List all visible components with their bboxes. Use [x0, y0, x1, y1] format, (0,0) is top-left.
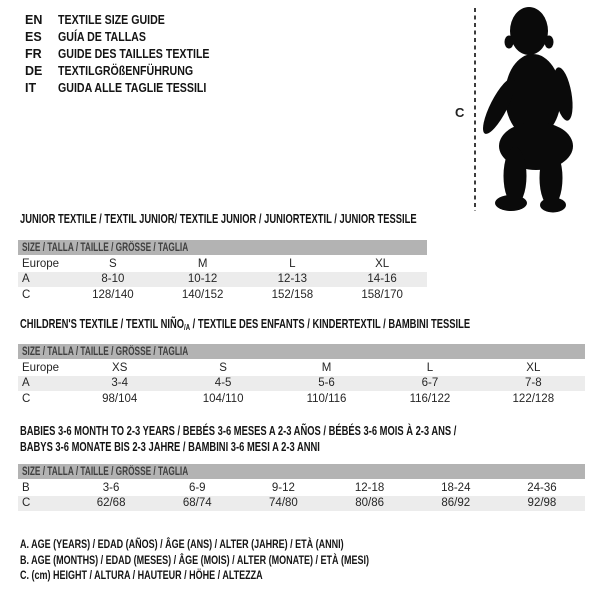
size-value-cell: 10-12: [187, 273, 218, 286]
row-label: C: [22, 497, 31, 510]
size-value-cell: 4-5: [214, 377, 232, 390]
size-value-cell: 98/104: [102, 392, 138, 405]
row-label: C: [22, 288, 31, 301]
children-title-post: / TEXTILE DES ENFANTS / KINDERTEXTIL / BAMBINI TESSILE: [190, 317, 471, 331]
size-value-cell: 80/86: [355, 497, 384, 510]
table-row: [18, 480, 585, 496]
size-value-cell: M: [321, 361, 332, 374]
lang-title: GUÍA DE TALLAS: [58, 29, 146, 44]
size-value-cell: 158/170: [361, 288, 403, 301]
children-table-rows: [18, 360, 585, 407]
babies-table-title: [20, 424, 600, 454]
lang-row-it: [25, 79, 236, 96]
table-row: [18, 256, 427, 272]
size-value-cell: L: [289, 257, 296, 270]
size-header-band: [18, 240, 427, 255]
size-value-cell: 24-36: [527, 481, 557, 494]
row-label: A: [22, 377, 30, 390]
size-value-cell: 92/98: [527, 497, 557, 510]
size-value-cell: XL: [526, 361, 541, 374]
footnote-legend: [20, 537, 485, 584]
row-label: A: [22, 273, 30, 286]
size-value-cell: 62/68: [96, 497, 126, 510]
size-value-cell: 86/92: [441, 497, 471, 510]
footnote-age-years: A. AGE (YEARS) / EDAD (AÑOS) / ÂGE (ANS) / ALTER (JAHRE) / ETÀ (ANNI): [20, 537, 344, 551]
footnote-height-cm: C. (cm) HEIGHT / ALTURA / HAUTEUR / HÖHE / ALTEZZA: [20, 568, 263, 582]
junior-size-table: [18, 240, 427, 303]
size-value-cell: 110/116: [306, 392, 347, 405]
size-value-cell: 12-13: [277, 273, 308, 286]
children-table-title-text: [20, 317, 470, 335]
size-value-cell: XS: [112, 361, 128, 374]
lang-code: FR: [25, 46, 42, 61]
size-value-cell: 68/74: [182, 497, 212, 510]
size-header-band: [18, 344, 585, 359]
size-value-cell: 14-16: [367, 273, 397, 286]
size-value-cell: 8-10: [101, 273, 125, 286]
lang-row-de: [25, 62, 236, 79]
junior-table-rows: [18, 256, 427, 303]
size-value-cell: M: [197, 257, 208, 270]
footnote-age-months: B. AGE (MONTHS) / EDAD (MESES) / ÂGE (MOIS) / ALTER (MONATE) / ETÀ (MESI): [20, 552, 369, 567]
babies-size-table: [18, 464, 585, 511]
size-value-cell: 140/152: [181, 288, 224, 301]
children-title-subscript: /A: [184, 323, 191, 332]
lang-code: IT: [25, 80, 37, 95]
size-header-label: SIZE / TALLA / TAILLE / GRÖSSE / TAGLIA: [22, 345, 189, 358]
size-value-cell: L: [426, 361, 434, 374]
babies-title-line2: BABYS 3-6 MONATE BIS 2-3 JAHRE / BAMBINI 3-6 MESI A 2-3 ANNI: [20, 439, 320, 454]
table-row: [18, 391, 585, 407]
size-value-cell: 152/158: [271, 288, 314, 301]
lang-title: TEXTILGRÖßENFÜHRUNG: [58, 63, 194, 78]
size-value-cell: S: [109, 257, 117, 270]
lang-row-en: [25, 11, 236, 28]
size-value-cell: XL: [375, 257, 390, 270]
size-header-label: SIZE / TALLA / TAILLE / GRÖSSE / TAGLIA: [22, 241, 189, 254]
size-value-cell: 7-8: [525, 377, 542, 390]
table-row: [18, 272, 427, 288]
lang-code: ES: [25, 29, 42, 44]
lang-title: TEXTILE SIZE GUIDE: [58, 12, 165, 27]
row-label: C: [22, 392, 31, 405]
size-value-cell: 5-6: [318, 377, 335, 390]
language-title-block: [25, 11, 236, 96]
table-row: [18, 376, 585, 392]
table-row: [18, 287, 427, 303]
height-marker-label: C: [455, 105, 465, 120]
babies-title-line1: BABIES 3-6 MONTH TO 2-3 YEARS / BEBÉS 3-6 MESES A 2-3 AÑOS / BÉBÉS 3-6 MOIS À 2-3 ANS /: [20, 424, 457, 438]
size-value-cell: 12-18: [354, 481, 385, 494]
size-value-cell: 104/110: [202, 392, 244, 405]
lang-code: DE: [25, 63, 43, 78]
junior-table-title: [20, 212, 549, 226]
junior-table-title-text: JUNIOR TEXTILE / TEXTIL JUNIOR/ TEXTILE JUNIOR / JUNIORTEXTIL / JUNIOR TESSILE: [20, 212, 417, 226]
lang-title: GUIDA ALLE TAGLIE TESSILI: [58, 80, 207, 95]
size-value-cell: 3-6: [102, 481, 120, 494]
size-value-cell: 6-9: [188, 481, 206, 494]
size-header-label: SIZE / TALLA / TAILLE / GRÖSSE / TAGLIA: [22, 465, 189, 478]
row-label: B: [22, 481, 30, 494]
table-row: [18, 360, 585, 376]
lang-row-es: [25, 28, 236, 45]
lang-title: GUIDE DES TAILLES TEXTILE: [58, 46, 210, 61]
row-label: Europe: [22, 361, 60, 374]
babies-table-rows: [18, 480, 585, 511]
size-value-cell: 3-4: [111, 377, 129, 390]
size-value-cell: 122/128: [512, 392, 555, 405]
size-value-cell: 9-12: [271, 481, 295, 494]
table-row: [18, 496, 585, 512]
size-value-cell: S: [219, 361, 227, 374]
height-measure-dashed-line: [474, 8, 476, 211]
children-table-title: [20, 317, 600, 331]
size-value-cell: 74/80: [269, 497, 298, 510]
size-value-cell: 18-24: [441, 481, 471, 494]
lang-code: EN: [25, 12, 43, 27]
toddler-silhouette-icon: [482, 4, 592, 214]
size-header-band: [18, 464, 585, 479]
row-label: Europe: [22, 257, 60, 270]
children-title-pre: CHILDREN'S TEXTILE / TEXTIL NIÑO: [20, 317, 185, 331]
lang-row-fr: [25, 45, 236, 62]
size-value-cell: 6-7: [421, 377, 439, 390]
size-value-cell: 128/140: [92, 288, 134, 301]
size-value-cell: 116/122: [409, 392, 451, 405]
children-size-table: [18, 344, 585, 407]
